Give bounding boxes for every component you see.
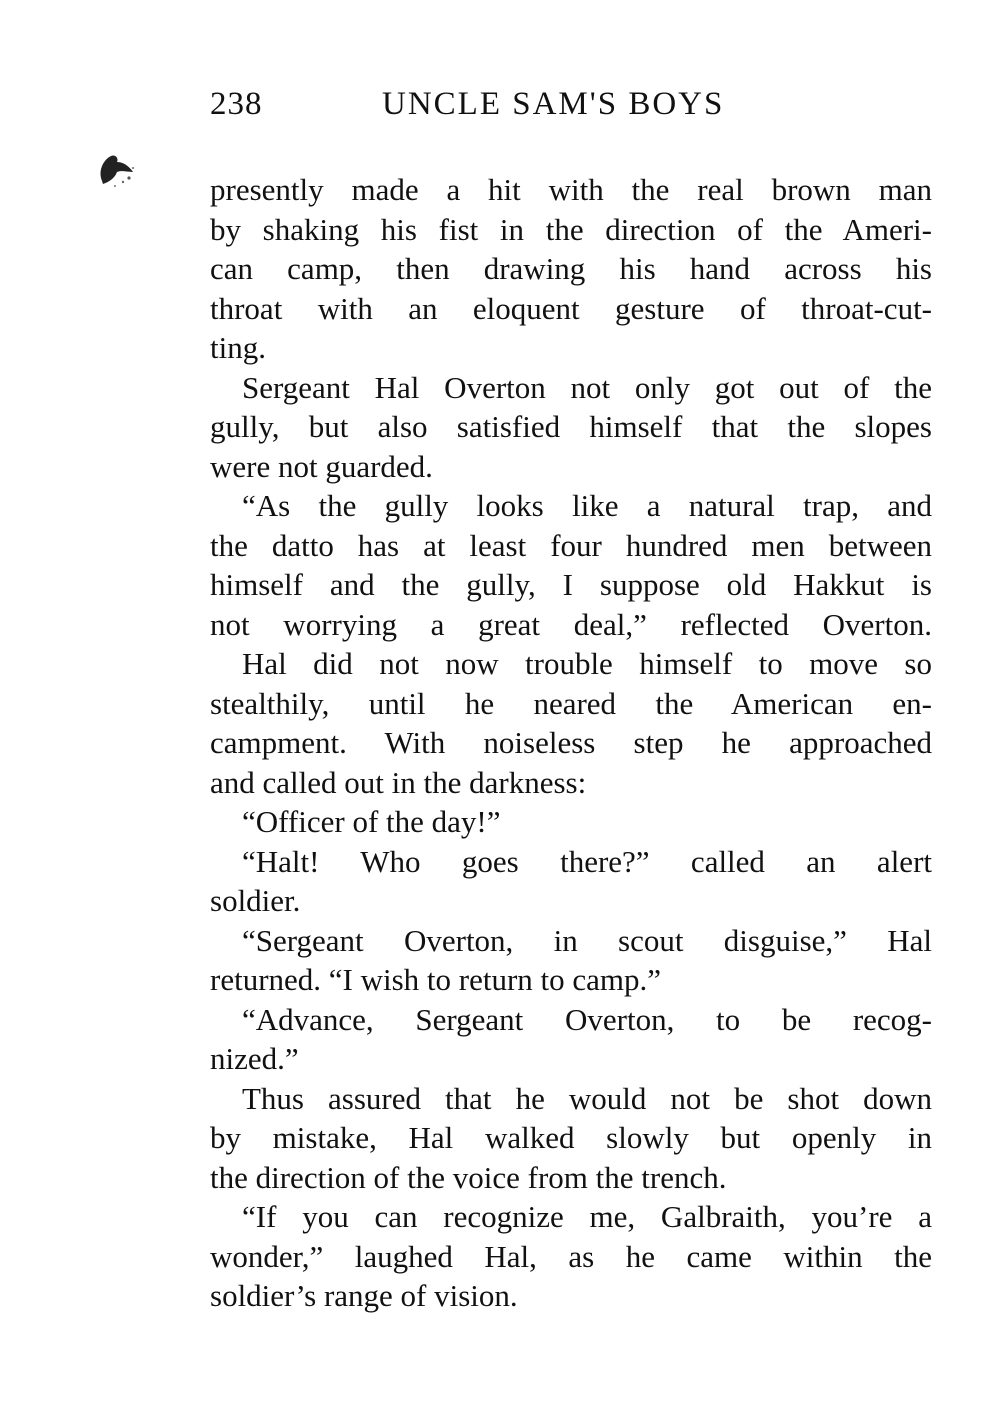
text-line: soldier’s range of vision. <box>210 1278 518 1313</box>
text-line: gully, but also satisfied himself that the slopes <box>210 409 932 444</box>
ink-blot-mark <box>95 148 139 192</box>
text-line: presently made a hit with the real brown man <box>210 172 932 207</box>
text-line: “Halt! Who goes there?” called an alert <box>242 843 932 879</box>
text-line: “Officer of the day!” <box>242 804 501 839</box>
text-line: and called out in the darkness: <box>210 764 587 800</box>
text-line: campment. With noiseless step he approached <box>210 725 932 760</box>
text-line: can camp, then drawing his hand across his <box>210 251 932 286</box>
text-line: throat with an eloquent gesture of throat-cut- <box>210 290 932 326</box>
text-line: Hal did not now trouble himself to move so <box>242 646 932 681</box>
running-head <box>210 86 930 130</box>
text-line: nized.” <box>210 1041 299 1076</box>
book-title: UNCLE SAM'S BOYS <box>382 86 725 122</box>
text-line: by shaking his fist in the direction of the Ameri- <box>210 211 932 247</box>
text-line: himself and the gully, I suppose old Hakkut is <box>210 567 932 602</box>
text-line: soldier. <box>210 883 301 918</box>
text-line: were not guarded. <box>210 448 433 484</box>
text-line: Sergeant Hal Overton not only got out of the <box>242 369 932 405</box>
text-line: Thus assured that he would not be shot down <box>242 1080 932 1116</box>
text-line: the direction of the voice from the trench. <box>210 1159 727 1195</box>
text-line: wonder,” laughed Hal, as he came within the <box>210 1238 932 1274</box>
body-text <box>210 170 932 1316</box>
text-line: the datto has at least four hundred men between <box>210 527 932 563</box>
text-line: ting. <box>210 330 266 365</box>
text-line: stealthily, until he neared the American en- <box>210 685 932 721</box>
text-line: returned. “I wish to return to camp.” <box>210 962 662 997</box>
text-line: “Advance, Sergeant Overton, to be recog- <box>242 1001 932 1037</box>
text-line: “If you can recognize me, Galbraith, you’re a <box>242 1199 932 1234</box>
page-number: 238 <box>210 86 263 122</box>
text-line: not worrying a great deal,” reflected Overton. <box>210 606 932 642</box>
text-line: “As the gully looks like a natural trap, and <box>242 488 932 523</box>
text-line: by mistake, Hal walked slowly but openly in <box>210 1120 932 1155</box>
text-line: “Sergeant Overton, in scout disguise,” Hal <box>242 922 932 958</box>
